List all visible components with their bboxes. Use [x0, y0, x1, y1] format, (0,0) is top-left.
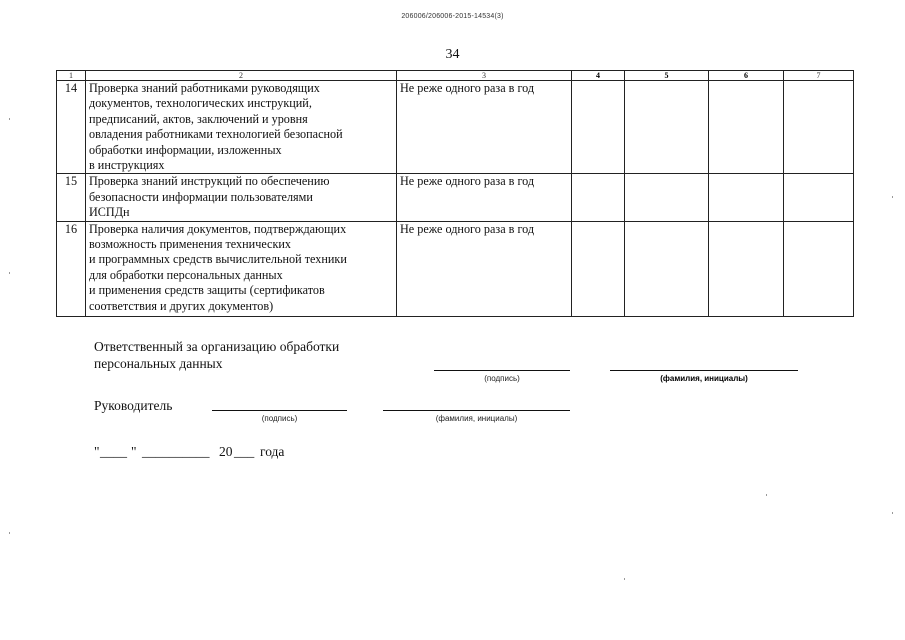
description-line: предписаний, актов, заключений и уровня: [89, 111, 308, 126]
description-line: Проверка знаний инструкций по обеспечению: [89, 174, 330, 189]
description-line: ИСПДн: [89, 205, 130, 220]
row-cell-6: [709, 174, 784, 221]
description-line: соответствия и других документов): [89, 298, 274, 313]
row-number: 14: [57, 81, 86, 174]
head-name-line[interactable]: [383, 410, 570, 411]
responsible-label-line2: персональных данных: [94, 356, 223, 371]
row-description: [86, 81, 397, 174]
row-cell-4: [572, 81, 625, 174]
table-row: [57, 174, 854, 221]
head-label: Руководитель: [94, 398, 173, 413]
column-header-2: 2: [86, 71, 397, 81]
row-cell-7: [784, 81, 854, 174]
row-cell-4: [572, 174, 625, 221]
description-line: документов, технологических инструкций,: [89, 96, 312, 111]
scan-speck: [624, 578, 625, 580]
description-line: для обработки персональных данных: [89, 267, 283, 282]
row-cell-5: [625, 221, 709, 316]
responsible-signature-line[interactable]: [434, 370, 570, 371]
column-header-7: 7: [784, 71, 854, 81]
row-cell-4: [572, 221, 625, 316]
description-line: в инструкциях: [89, 158, 165, 173]
row-cell-5: [625, 81, 709, 174]
date-suffix: года: [260, 444, 285, 459]
column-header-3: 3: [397, 71, 572, 81]
column-header-1: 1: [57, 71, 86, 81]
responsible-signature-caption: (подпись): [484, 374, 520, 383]
date-day-blank[interactable]: ____: [100, 444, 127, 459]
scan-speck: [9, 272, 10, 274]
scan-speck: [766, 494, 767, 496]
row-cell-5: [625, 174, 709, 221]
head-name-caption: (фамилия, инициалы): [435, 414, 518, 423]
column-header-6: 6: [709, 71, 784, 81]
head-signature-line[interactable]: [212, 410, 347, 411]
responsible-label-line1: Ответственный за организацию обработки: [94, 339, 340, 354]
row-number: 16: [57, 221, 86, 316]
column-header-5: 5: [625, 71, 709, 81]
date-close-quote: ": [131, 444, 137, 459]
description-line: и применения средств защиты (сертификатов: [89, 283, 325, 298]
row-frequency: Не реже одного раза в год: [397, 221, 572, 316]
scan-speck: [892, 196, 893, 198]
date-year-prefix: 20: [219, 444, 233, 459]
date-month-blank[interactable]: __________: [142, 444, 210, 459]
responsible-name-caption: (фамилия, инициалы): [660, 374, 748, 383]
row-cell-7: [784, 221, 854, 316]
table-row: [57, 221, 854, 316]
row-description: [86, 221, 397, 316]
column-header-4: 4: [572, 71, 625, 81]
description-line: безопасности информации пользователями: [89, 189, 313, 204]
page-number: 34: [445, 47, 460, 62]
scan-speck: [892, 512, 893, 514]
description-line: овладения работниками технологией безопасной: [89, 127, 343, 142]
description-line: обработки информации, изложенных: [89, 142, 282, 157]
table-header-row: [57, 71, 854, 81]
document-id: 206006/206006-2015-14534(3): [401, 13, 504, 20]
row-number: 15: [57, 174, 86, 221]
responsible-name-line[interactable]: [610, 370, 798, 371]
checklist-table: [56, 70, 854, 317]
date-year-blank[interactable]: ___: [234, 444, 255, 459]
row-frequency: Не реже одного раза в год: [397, 81, 572, 174]
row-cell-7: [784, 174, 854, 221]
table-row: [57, 81, 854, 174]
description-line: возможность применения технических: [89, 237, 291, 252]
head-signature-caption: (подпись): [261, 414, 298, 423]
row-cell-6: [709, 81, 784, 174]
description-line: Проверка наличия документов, подтверждающих: [89, 221, 347, 236]
description-line: Проверка знаний работниками руководящих: [89, 81, 320, 95]
row-cell-6: [709, 221, 784, 316]
scan-speck: [9, 118, 10, 120]
row-frequency: Не реже одного раза в год: [397, 174, 572, 221]
scan-speck: [9, 532, 10, 534]
description-line: и программных средств вычислительной техники: [89, 252, 347, 267]
date-open-quote: ": [94, 444, 100, 459]
row-description: [86, 174, 397, 221]
